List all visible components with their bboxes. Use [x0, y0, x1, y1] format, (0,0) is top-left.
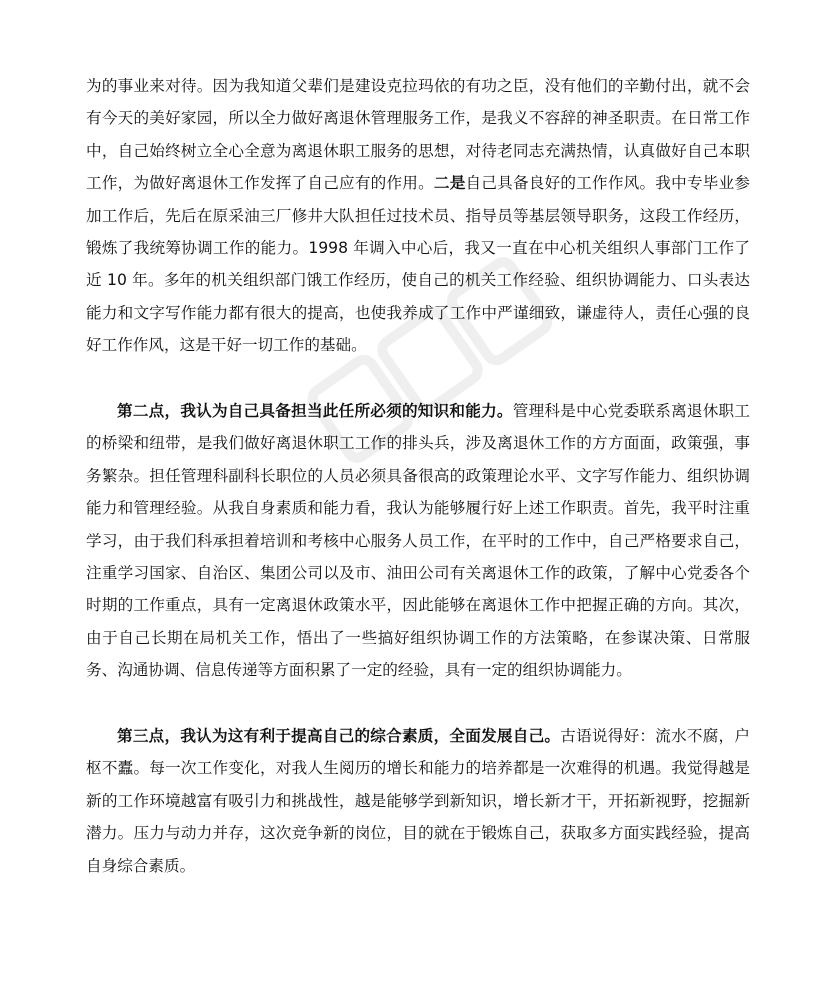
paragraph-3 — [86, 720, 750, 882]
paragraph-1-text: 为的事业来对待。因为我知道父辈们是建设克拉玛依的有功之臣，没有他们的辛勤付出，就不会有今天的美好家园，所以全力做好离退休管理服务工作，是我义不容辞的神圣职责。在日常工作中，自己始终树立全心全意为离退休职工服务的思想，对待老同志充满热情，认真做好自己本职工作，为做好离退休工作发挥了自己应有的作用。 — [86, 77, 750, 193]
point-two-label: 二是 — [433, 174, 466, 193]
paragraph-3-heading: 第三点，我认为这有利于提高自己的综合素质，全面发展自己。 — [117, 727, 561, 745]
paragraph-2 — [86, 395, 750, 687]
paragraph-2-heading: 第二点，我认为自己具备担当此任所必须的知识和能力。 — [117, 402, 513, 420]
paragraph-2-text: 管理科是中心党委联系离退休职工的桥梁和纽带，是我们做好离退休职工工作的排头兵，涉及离退休工作的方方面面，政策强，事务繁杂。担任管理科副科长职位的人员必须具备很高的政策理论水平、文字写作能力、组织协调能力和管理经验。从我自身素质和能力看，我认为能够履行好上述工作职责。首先，我平时注重学习，由于我们科承担着培训和考核中心服务人员工作，在平时的工作中，自己严格要求自己，注重学习国家、自治区、集团公司以及市、油田公司有关离退休工作的政策，了解中心党委各个时期的工作重点，具有一定离退休政策水平，因此能够在离退休工作中把握正确的方向。其次，由于自己长期在局机关工作，悟出了一些搞好组织协调工作的方法策略，在参谋决策、日常服务、沟通协调、信息传递等方面积累了一定的经验，具有一定的组织协调能力。 — [86, 402, 750, 680]
paragraph-1-text-continued: 自己具备良好的工作作风。我中专毕业参加工作后，先后在原采油三厂修井大队担任过技术员、指导员等基层领导职务，这段工作经历，锻炼了我统筹协调工作的能力。1998 年调入中心后，我又一直在中心机关组织人事部门工作了近 10 年。多年的机关组织部门饿工作经历，使自己的机关工作经验、组织协调能力、口头表达能力和文字写作能力都有很大的提高，也使我养成了工作中严谨细致，谦虚待人，责任心强的良好工作作风，这是干好一切工作的基础。 — [86, 174, 750, 355]
paragraph-3-text: 古语说得好：流水不腐，户枢不蠹。每一次工作变化，对我人生阅历的增长和能力的培养都是一次难得的机遇。我觉得越是新的工作环境越富有吸引力和挑战性，越是能够学到新知识，增长新才干，开拓新视野，挖掘新潜力。压力与动力并存，这次竞争新的岗位，目的就在于锻炼自己，获取多方面实践经验，提高自身综合素质。 — [86, 727, 750, 875]
paragraph-1 — [86, 70, 750, 362]
